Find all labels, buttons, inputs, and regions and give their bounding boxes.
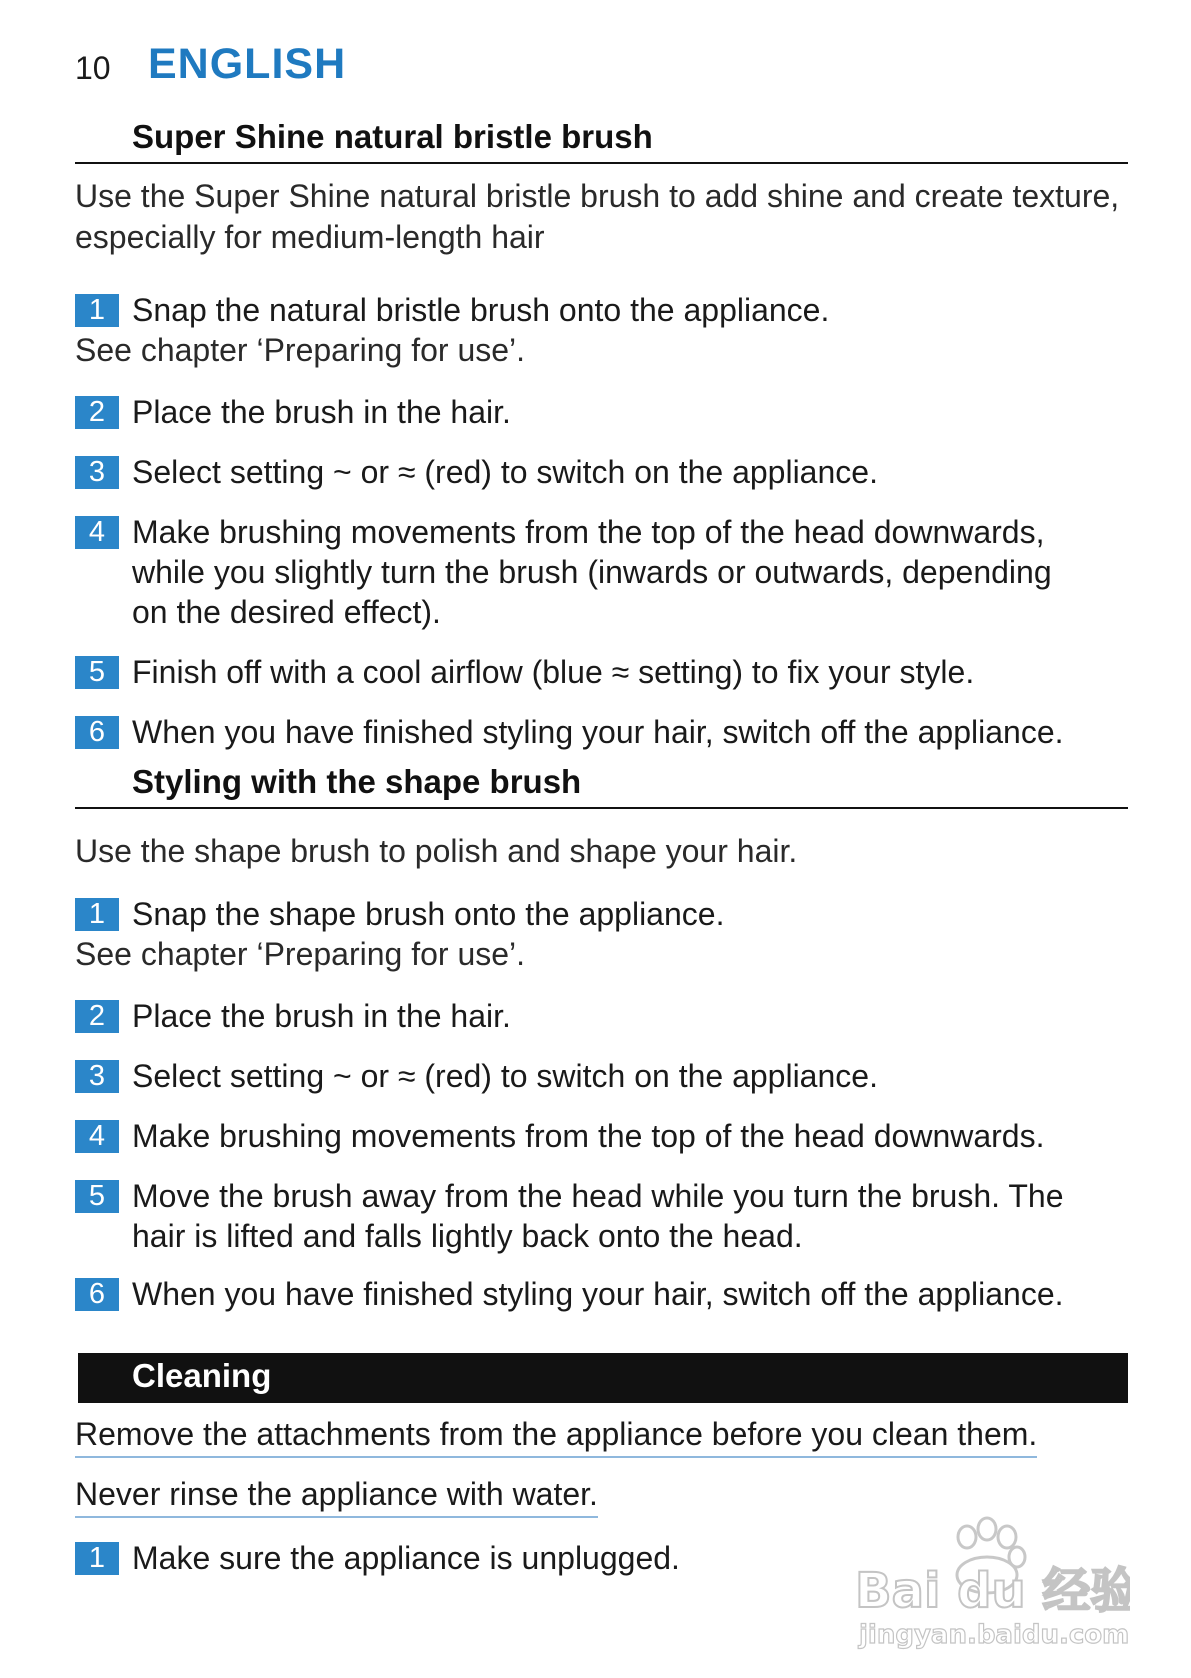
step-text: Place the brush in the hair. (132, 394, 511, 430)
step-number: 1 (75, 898, 119, 931)
step-number: 2 (75, 396, 119, 429)
step-subtext: See chapter ‘Preparing for use’. (75, 936, 526, 972)
step-number: 6 (75, 1278, 119, 1311)
step-text: Make brushing movements from the top of the head downwards. (132, 1118, 1045, 1154)
step-text: Place the brush in the hair. (132, 998, 511, 1034)
cleaning-note: Remove the attachments from the appliance before you clean them. (75, 1414, 1037, 1458)
cleaning-note: Never rinse the appliance with water. (75, 1474, 598, 1518)
watermark-brand: Bai du 经验 (855, 1563, 1130, 1619)
paw-logo-icon (855, 1515, 1130, 1655)
step-number: 3 (75, 456, 119, 489)
step-number: 4 (75, 1120, 119, 1153)
watermark-url: jingyan.baidu.com (859, 1620, 1130, 1650)
step-number: 5 (75, 1180, 119, 1213)
section-title-shape-brush: Styling with the shape brush (75, 763, 1128, 809)
step-text: When you have finished styling your hair, switch off the appliance. (132, 1276, 1064, 1312)
section-intro: Use the shape brush to polish and shape your hair. (75, 833, 798, 869)
manual-page (75, 0, 1128, 1678)
page-number: 10 (75, 50, 111, 86)
step-number: 4 (75, 516, 119, 549)
step-number: 3 (75, 1060, 119, 1093)
step-text: When you have finished styling your hair, switch off the appliance. (132, 714, 1064, 750)
step-text: Select setting ~ or ≈ (red) to switch on the appliance. (132, 1058, 878, 1094)
step-text: Select setting ~ or ≈ (red) to switch on the appliance. (132, 454, 878, 490)
step-number: 1 (75, 294, 119, 327)
step-subtext: See chapter ‘Preparing for use’. (75, 332, 526, 368)
step-text: Make sure the appliance is unplugged. (132, 1540, 680, 1576)
baidu-watermark (855, 1515, 1130, 1655)
step-number: 6 (75, 716, 119, 749)
step-text: Move the brush away from the head while you turn the brush. The hair is lifted and falls lightly back onto the head. (132, 1178, 1064, 1254)
section-title-bristle-brush: Super Shine natural bristle brush (75, 118, 1128, 164)
step-number: 1 (75, 1542, 119, 1575)
section-title-cleaning: Cleaning (78, 1353, 1128, 1403)
step-text: Finish off with a cool airflow (blue ≈ setting) to fix your style. (132, 654, 975, 690)
step-text: Snap the natural bristle brush onto the appliance. (132, 292, 830, 328)
step-number: 5 (75, 656, 119, 689)
step-number: 2 (75, 1000, 119, 1033)
step-text: Snap the shape brush onto the appliance. (132, 896, 725, 932)
section-intro: Use the Super Shine natural bristle brush to add shine and create texture, especially for medium-length hair (75, 178, 1120, 255)
step-text: Make brushing movements from the top of the head downwards, while you slightly turn the brush (inwards or outwards, depending on the desired effect). (132, 514, 1052, 630)
language-label: ENGLISH (148, 40, 347, 88)
